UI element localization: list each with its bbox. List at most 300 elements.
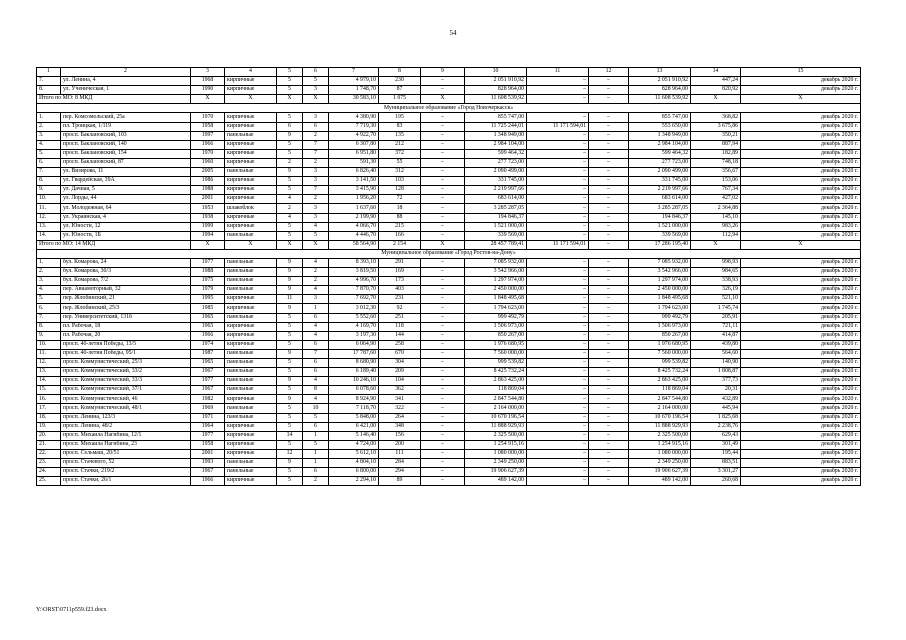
table-cell: 3 542 966,00 — [465, 268, 527, 277]
table-cell: 599 464,32 — [465, 149, 527, 158]
table-cell: – — [589, 422, 629, 431]
table-cell: 3 — [303, 86, 329, 95]
table-cell: кирпичные — [225, 158, 277, 167]
table-cell: – — [527, 331, 589, 340]
table-cell: просп. Баклановский, 154 — [61, 149, 191, 158]
table-cell: декабрь 2020 г. — [741, 77, 861, 86]
table-cell: декабрь 2020 г. — [741, 349, 861, 358]
table-cell: кирпичные — [225, 140, 277, 149]
table-cell: X — [303, 95, 329, 104]
table-cell: 24. — [37, 468, 61, 477]
table-cell: 2 349 250,00 — [629, 459, 691, 468]
table-cell: 999 539,82 — [465, 359, 527, 368]
table-cell: просп. Коммунистический, 33/2 — [61, 368, 191, 377]
table-cell: – — [589, 258, 629, 267]
table-cell: – — [589, 268, 629, 277]
table-cell: – — [527, 368, 589, 377]
table-cell: 445,94 — [691, 404, 741, 413]
table-cell: 2 — [303, 131, 329, 140]
table-cell: 999 492,79 — [465, 313, 527, 322]
table-cell: 1 637,60 — [329, 204, 379, 213]
table-cell: – — [589, 77, 629, 86]
table-cell: декабрь 2020 г. — [741, 168, 861, 177]
table-cell: – — [527, 431, 589, 440]
table-cell: – — [421, 140, 465, 149]
table-cell: кирпичные — [225, 186, 277, 195]
table-cell: 5 — [277, 340, 303, 349]
table-cell: 8. — [37, 177, 61, 186]
table-cell: 5 — [277, 140, 303, 149]
table-row — [37, 177, 861, 186]
table-cell: кирпичные — [225, 322, 277, 331]
table-cell: 10 — [303, 404, 329, 413]
table-cell: панельные — [225, 231, 277, 240]
table-cell: – — [589, 295, 629, 304]
table-cell: Муниципальное образование «Город Ростов-на-Дону» — [37, 249, 861, 258]
table-cell: кирпичные — [225, 395, 277, 404]
table-cell: 5 552,60 — [329, 313, 379, 322]
table-cell: 3 542 966,00 — [629, 268, 691, 277]
table-cell: декабрь 2020 г. — [741, 222, 861, 231]
table-cell: – — [421, 77, 465, 86]
table-cell: ул. Ленина, 4 — [61, 77, 191, 86]
table-cell: декабрь 2020 г. — [741, 131, 861, 140]
table-cell: 338,93 — [691, 277, 741, 286]
table-cell: 215 — [379, 222, 421, 231]
table-cell: 8 393,10 — [329, 258, 379, 267]
table-cell: 166 — [379, 231, 421, 240]
table-cell: кирпичные — [225, 177, 277, 186]
table-cell: 828 964,00 — [465, 86, 527, 95]
table-cell: 683 614,00 — [465, 195, 527, 204]
table-cell: кирпичные — [225, 295, 277, 304]
table-cell: – — [589, 122, 629, 131]
table-cell: – — [421, 295, 465, 304]
table-row — [37, 131, 861, 140]
table-cell: – — [527, 204, 589, 213]
table-cell: 2. — [37, 122, 61, 131]
table-cell: 11 171 594,01 — [527, 240, 589, 249]
table-cell: 1995 — [191, 295, 225, 304]
table-cell: 5. — [37, 149, 61, 158]
table-cell: 277 723,00 — [465, 158, 527, 167]
table-cell: декабрь 2020 г. — [741, 395, 861, 404]
table-cell: 7 692,70 — [329, 295, 379, 304]
table-cell: 55 — [379, 158, 421, 167]
table-cell: – — [589, 140, 629, 149]
table-cell: 1 254 915,16 — [465, 440, 527, 449]
table-cell: 30 583,10 — [329, 95, 379, 104]
table-cell: просп. Ленина, 48/2 — [61, 422, 191, 431]
table-cell: 12 — [589, 68, 629, 77]
table-row — [37, 322, 861, 331]
table-cell: пл. Рабочая, 20 — [61, 331, 191, 340]
table-cell: – — [527, 113, 589, 122]
table-cell: панельные — [225, 286, 277, 295]
table-cell: 2 219 997,66 — [629, 186, 691, 195]
table-cell: 1960 — [191, 158, 225, 167]
table-cell: 670 — [379, 349, 421, 358]
table-row — [37, 286, 861, 295]
table-cell: 1 254 915,16 — [629, 440, 691, 449]
table-cell: 7 — [303, 349, 329, 358]
table-cell: 1987 — [191, 349, 225, 358]
table-cell: – — [421, 468, 465, 477]
table-cell: 1938 — [191, 213, 225, 222]
table-cell: 2 199,90 — [329, 213, 379, 222]
table-cell: 14. — [37, 377, 61, 386]
table-cell: 331 745,00 — [465, 177, 527, 186]
table-cell: – — [421, 195, 465, 204]
table-cell: 7. — [37, 313, 61, 322]
table-cell: – — [589, 386, 629, 395]
table-cell: 10 246,10 — [329, 377, 379, 386]
table-cell: 2 164 000,00 — [629, 404, 691, 413]
table-cell: 356,67 — [691, 168, 741, 177]
table-cell: 5 — [277, 404, 303, 413]
table-cell: – — [589, 377, 629, 386]
table-cell: – — [527, 340, 589, 349]
table-cell: 8. — [37, 86, 61, 95]
table-cell: кирпичные — [225, 213, 277, 222]
table-cell: 5 — [277, 322, 303, 331]
table-cell: – — [527, 213, 589, 222]
table-cell: 3 — [303, 295, 329, 304]
table-cell: 3 — [303, 213, 329, 222]
table-cell: 3. — [37, 131, 61, 140]
table-cell: 194 846,37 — [465, 213, 527, 222]
table-row — [37, 86, 861, 95]
table-cell: 5 848,00 — [329, 413, 379, 422]
table-cell: X — [191, 95, 225, 104]
table-cell: кирпичные — [225, 222, 277, 231]
table-cell: – — [527, 422, 589, 431]
table-cell: – — [527, 295, 589, 304]
table-cell: – — [421, 122, 465, 131]
table-cell: 1985 — [191, 304, 225, 313]
table-cell: декабрь 2020 г. — [741, 204, 861, 213]
table-cell: 2 — [303, 277, 329, 286]
table-cell: 1 825,68 — [691, 413, 741, 422]
table-cell: 5 — [303, 440, 329, 449]
table-cell: – — [527, 195, 589, 204]
table-cell: декабрь 2020 г. — [741, 158, 861, 167]
table-cell: 9 — [277, 286, 303, 295]
table-cell: 6 — [303, 313, 329, 322]
table-row — [37, 331, 861, 340]
table-cell: 7 — [303, 149, 329, 158]
table-cell: – — [589, 304, 629, 313]
table-cell: 23. — [37, 459, 61, 468]
table-cell: декабрь 2020 г. — [741, 359, 861, 368]
table-cell: – — [589, 168, 629, 177]
table-cell: 312 — [379, 168, 421, 177]
table-cell: 1 521 000,00 — [465, 222, 527, 231]
table-cell: панельные — [225, 131, 277, 140]
table-cell: 1967 — [191, 468, 225, 477]
table-row — [37, 122, 861, 131]
table-cell: 277 723,00 — [629, 158, 691, 167]
table-cell: панельные — [225, 404, 277, 413]
table-cell: X — [225, 240, 277, 249]
table-cell: 3 012,30 — [329, 304, 379, 313]
table-cell: 1969 — [191, 404, 225, 413]
table-cell: 6 — [303, 340, 329, 349]
file-path-footer: Y:\ORST\0711p559.f23.docx — [36, 607, 107, 613]
table-cell: 8 — [303, 386, 329, 395]
table-cell: – — [421, 422, 465, 431]
table-cell: X — [303, 240, 329, 249]
table-cell: 1964 — [191, 422, 225, 431]
table-cell: бул. Комарова, 7/2 — [61, 277, 191, 286]
table-cell: – — [527, 377, 589, 386]
table-cell: 4 — [225, 68, 277, 77]
table-cell: 194 846,37 — [629, 213, 691, 222]
table-cell: 5 — [277, 86, 303, 95]
table-cell: 984,65 — [691, 268, 741, 277]
table-cell: – — [527, 468, 589, 477]
table-cell: 5 — [303, 231, 329, 240]
table-cell: 1993 — [191, 459, 225, 468]
table-cell: – — [527, 231, 589, 240]
table-cell: 5 — [277, 177, 303, 186]
table-cell: 748,18 — [691, 158, 741, 167]
table-cell: 1. — [37, 113, 61, 122]
table-cell: 11 — [527, 68, 589, 77]
table-cell: 258 — [379, 340, 421, 349]
table-cell: 2 — [303, 195, 329, 204]
table-cell: 11. — [37, 204, 61, 213]
table-cell: – — [589, 277, 629, 286]
table-row — [37, 459, 861, 468]
table-cell: 1 080 000,00 — [465, 449, 527, 458]
table-cell: 2 — [277, 158, 303, 167]
table-cell: 1965 — [191, 322, 225, 331]
table-cell: 1970 — [191, 149, 225, 158]
table-cell: 3 141,50 — [329, 177, 379, 186]
table-cell: 6 — [303, 468, 329, 477]
table-cell: 12. — [37, 213, 61, 222]
table-cell: 1 976 680,95 — [629, 340, 691, 349]
table-row — [37, 368, 861, 377]
table-cell: – — [589, 186, 629, 195]
table-cell: 1965 — [191, 359, 225, 368]
table-cell: – — [527, 413, 589, 422]
table-cell: 7 560 000,00 — [629, 349, 691, 358]
table-cell: 1965 — [191, 313, 225, 322]
table-cell: 9 — [277, 304, 303, 313]
table-cell: панельные — [225, 258, 277, 267]
table-cell: просп. 40-летия Победы, 13/5 — [61, 340, 191, 349]
table-cell: 6 307,80 — [329, 140, 379, 149]
table-cell: – — [527, 386, 589, 395]
table-cell: 5 — [277, 68, 303, 77]
table-cell: – — [421, 304, 465, 313]
table-row — [37, 295, 861, 304]
table-cell: 6 078,60 — [329, 386, 379, 395]
table-cell: – — [421, 359, 465, 368]
table-cell: 721,11 — [691, 322, 741, 331]
table-cell: 1974 — [191, 340, 225, 349]
table-cell: – — [589, 95, 629, 104]
table-cell: пер. Авиамоторный, 32 — [61, 286, 191, 295]
table-cell: панельные — [225, 368, 277, 377]
table-cell: 12. — [37, 359, 61, 368]
table-cell: пер. Жлобинский, 25/3 — [61, 304, 191, 313]
page-number: 54 — [449, 29, 457, 37]
table-cell: панельные — [225, 313, 277, 322]
table-cell: декабрь 2020 г. — [741, 477, 861, 486]
table-cell: X — [225, 95, 277, 104]
table-cell: 58 564,90 — [329, 240, 379, 249]
table-cell: 11 888 929,93 — [465, 422, 527, 431]
table-cell: 6 — [303, 422, 329, 431]
table-cell: декабрь 2020 г. — [741, 422, 861, 431]
table-cell: 1982 — [191, 395, 225, 404]
table-cell: декабрь 2020 г. — [741, 331, 861, 340]
table-cell: декабрь 2020 г. — [741, 404, 861, 413]
table-cell: панельные — [225, 168, 277, 177]
table-cell: 4 066,70 — [329, 222, 379, 231]
table-cell: 1988 — [191, 186, 225, 195]
table-cell: 19. — [37, 422, 61, 431]
table-cell: 999 539,82 — [629, 359, 691, 368]
table-cell: – — [527, 404, 589, 413]
table-cell: – — [527, 304, 589, 313]
table-cell: 83 — [379, 122, 421, 131]
table-cell: декабрь 2020 г. — [741, 459, 861, 468]
table-cell: – — [421, 222, 465, 231]
table-cell: 20. — [37, 431, 61, 440]
table-cell: – — [589, 322, 629, 331]
table-cell: – — [527, 277, 589, 286]
table-cell: 1953 — [191, 204, 225, 213]
table-cell: кирпичные — [225, 440, 277, 449]
table-cell: 7 560 000,00 — [465, 349, 527, 358]
table-cell: 9 — [277, 349, 303, 358]
table-cell: 1 521 000,00 — [629, 222, 691, 231]
table-cell: 294 — [379, 468, 421, 477]
table-cell: – — [421, 404, 465, 413]
table-cell: 1 297 974,00 — [629, 277, 691, 286]
table-cell: декабрь 2020 г. — [741, 177, 861, 186]
table-cell: 140,90 — [691, 359, 741, 368]
table-cell: 8 425 732,24 — [629, 368, 691, 377]
table-cell: – — [421, 377, 465, 386]
table-cell: 9 — [421, 68, 465, 77]
table-cell: 205,91 — [691, 313, 741, 322]
table-cell: 5 — [277, 113, 303, 122]
table-cell: кирпичные — [225, 149, 277, 158]
table-cell: 6 — [303, 359, 329, 368]
table-cell: – — [527, 86, 589, 95]
table-cell: 9 — [277, 395, 303, 404]
table-cell: 18 — [379, 204, 421, 213]
table-cell: 9. — [37, 186, 61, 195]
table-row — [37, 213, 861, 222]
table-cell: 439,80 — [691, 340, 741, 349]
table-cell: 6 — [277, 122, 303, 131]
table-cell: ул. Дачная, 5 — [61, 186, 191, 195]
table-cell: 2 051 910,92 — [629, 77, 691, 86]
table-cell: 209 — [379, 368, 421, 377]
table-cell: 2 847 544,80 — [465, 395, 527, 404]
table-cell: ул. Лорды, 44 — [61, 195, 191, 204]
table-cell: 7 — [303, 186, 329, 195]
table-cell: – — [527, 149, 589, 158]
table-cell: – — [589, 113, 629, 122]
table-cell: просп. Баклановский, 103 — [61, 131, 191, 140]
table-cell: 3 285 287,05 — [629, 204, 691, 213]
table-cell: – — [421, 131, 465, 140]
table-cell: ул. Визирова, 11 — [61, 168, 191, 177]
table-cell: 118 869,04 — [465, 386, 527, 395]
table-cell: 1967 — [191, 368, 225, 377]
table-cell: 19 906 627,39 — [465, 468, 527, 477]
table-cell: – — [421, 322, 465, 331]
table-cell: просп. Стачевого, 52 — [61, 459, 191, 468]
table-cell: шлакоблок — [225, 204, 277, 213]
table-row — [37, 268, 861, 277]
table-cell: – — [589, 404, 629, 413]
table-cell: 6 189,40 — [329, 368, 379, 377]
total-row — [37, 240, 861, 249]
column-number-row — [37, 68, 861, 77]
table-cell: 326,19 — [691, 286, 741, 295]
table-cell: – — [589, 240, 629, 249]
table-cell: просп. 40-летия Победы, 95/1 — [61, 349, 191, 358]
table-cell: 6 421,00 — [329, 422, 379, 431]
table-cell: – — [527, 177, 589, 186]
table-cell: 1 808,87 — [691, 368, 741, 377]
table-cell: – — [421, 204, 465, 213]
table-row — [37, 149, 861, 158]
table-cell: – — [421, 449, 465, 458]
table-cell: 1 976 680,95 — [465, 340, 527, 349]
table-cell: 7 — [303, 140, 329, 149]
table-cell: 173 — [379, 277, 421, 286]
table-cell: 5 — [303, 77, 329, 86]
table-cell: 4 979,10 — [329, 77, 379, 86]
table-cell: 683 614,00 — [629, 195, 691, 204]
table-cell: – — [589, 158, 629, 167]
table-cell: – — [589, 204, 629, 213]
table-cell: – — [421, 177, 465, 186]
table-cell: 1 794 623,00 — [629, 304, 691, 313]
table-cell: – — [589, 449, 629, 458]
table-cell: 10 670 196,54 — [465, 413, 527, 422]
table-row — [37, 422, 861, 431]
table-row — [37, 395, 861, 404]
table-cell: 1986 — [191, 177, 225, 186]
table-row — [37, 468, 861, 477]
table-cell: 28 457 789,41 — [465, 240, 527, 249]
table-cell: 1 297 974,00 — [465, 277, 527, 286]
table-cell: 6. — [37, 158, 61, 167]
table-cell: декабрь 2020 г. — [741, 449, 861, 458]
table-cell: бул. Комарова, 30/3 — [61, 268, 191, 277]
table-cell: 6 — [303, 368, 329, 377]
table-cell: – — [421, 268, 465, 277]
table-cell: – — [589, 86, 629, 95]
table-cell: 3 — [303, 168, 329, 177]
table-cell: 4 804,10 — [329, 459, 379, 468]
table-cell: 5 — [277, 186, 303, 195]
table-cell: 8 924,90 — [329, 395, 379, 404]
table-cell: X — [277, 95, 303, 104]
table-cell: 145,10 — [691, 213, 741, 222]
table-cell: 1966 — [191, 140, 225, 149]
